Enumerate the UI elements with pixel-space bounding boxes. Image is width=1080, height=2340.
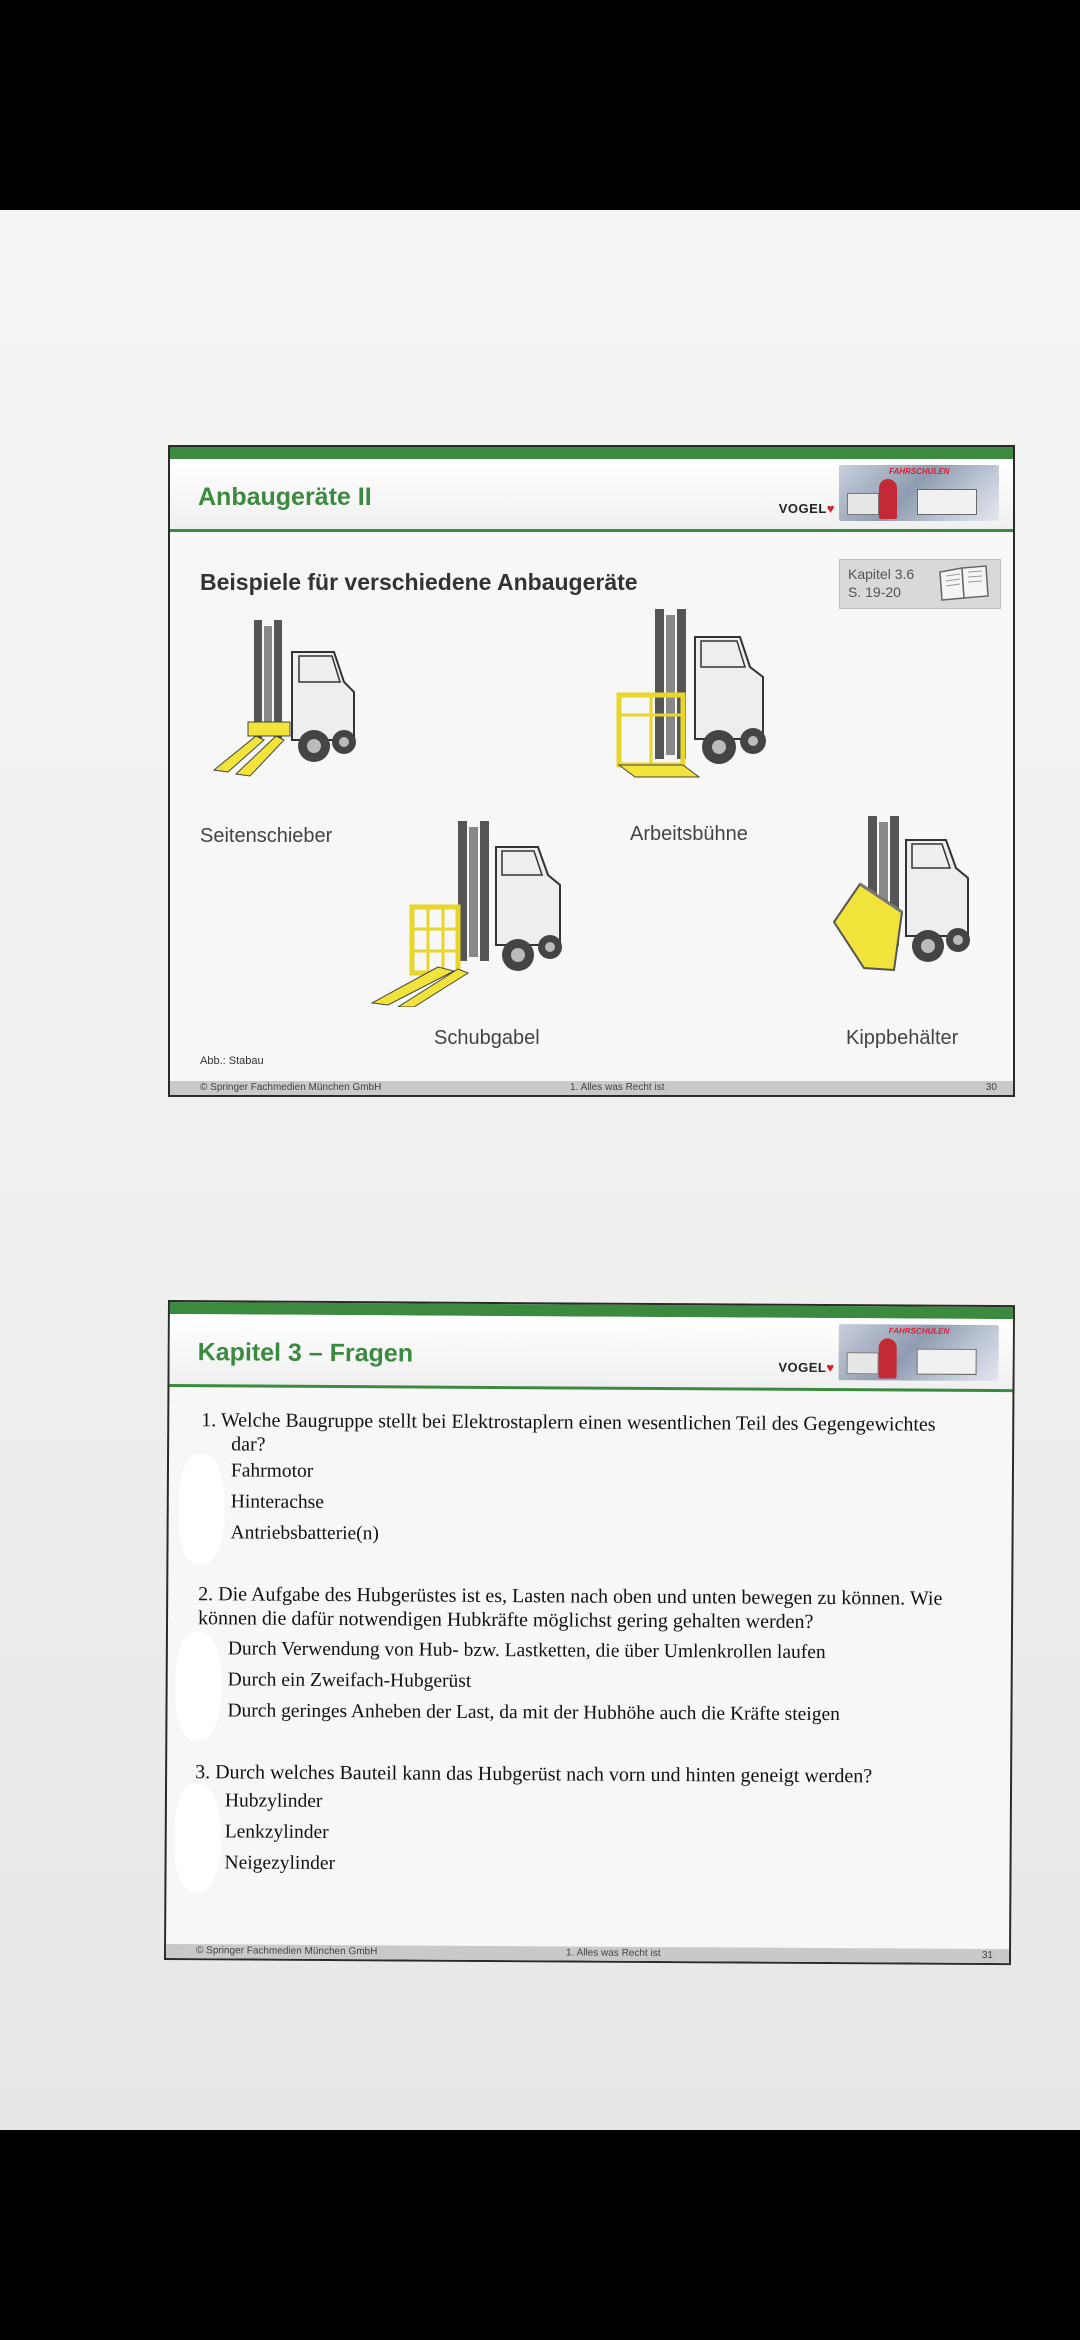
answer-marker-blob-3	[174, 1784, 221, 1892]
forklift-kippbehaelter-illustration	[830, 812, 980, 987]
slide-subtitle: Beispiele für verschiedene Anbaugeräte	[200, 569, 638, 595]
question-3-option-2: Lenkzylinder	[224, 1821, 329, 1843]
question-1-option-1: Fahrmotor	[230, 1460, 314, 1482]
chapter-reference	[839, 559, 1001, 609]
question-2-line-2: können die dafür notwendigen Hubkräfte möglichst gering gehalten werden?	[197, 1607, 814, 1633]
caption-kippbehaelter: Kippbehälter	[846, 1027, 959, 1049]
image-credit: Abb.: Stabau	[200, 1055, 264, 1067]
fahrschulen-banner	[839, 465, 999, 521]
slide-title: Kapitel 3 – Fragen	[197, 1338, 414, 1368]
slide-header	[169, 1314, 1012, 1392]
caption-seitenschieber: Seitenschieber	[200, 825, 333, 847]
question-2-line-1: 2. Die Aufgabe des Hubgerüstes ist es, Lasten nach oben und unten bewegen zu können. Wie	[198, 1583, 943, 1610]
forklift-seitenschieber-illustration	[204, 612, 364, 787]
answer-marker-blob-1	[178, 1454, 225, 1564]
footer-copyright: © Springer Fachmedien München GmbH	[200, 1082, 382, 1093]
banner-logo-text: FAHRSCHULEN	[889, 467, 950, 476]
question-3: 3. Durch welches Bauteil kann das Hubgerüst nach vorn und hinten geneigt werden?	[195, 1761, 873, 1788]
slide-kapitel3-fragen	[164, 1300, 1015, 1965]
footer-chapter: 1. Alles was Recht ist	[565, 1947, 661, 1960]
vogel-logo: VOGEL♥	[778, 501, 835, 516]
vogel-logo: VOGEL♥	[778, 1359, 835, 1376]
question-2-option-1: Durch Verwendung von Hub- bzw. Lastketten, die über Umlenkrollen laufen	[227, 1638, 826, 1664]
caption-schubgabel: Schubgabel	[434, 1027, 540, 1049]
slide-title: Anbaugeräte II	[198, 483, 372, 511]
question-2-option-3: Durch geringes Anheben der Last, da mit der Hubhöhe auch die Kräfte steigen	[227, 1700, 840, 1726]
caption-arbeitsbuehne: Arbeitsbühne	[630, 823, 748, 845]
question-3-option-3: Neigezylinder	[224, 1852, 336, 1875]
forklift-arbeitsbuehne-illustration	[615, 607, 785, 787]
page-number: 31	[981, 1949, 994, 1962]
chapter-label: Kapitel 3.6	[848, 566, 915, 582]
footer-copyright: © Springer Fachmedien München GmbH	[195, 1945, 378, 1958]
question-1-line-1: 1. Welche Baugruppe stellt bei Elektrostaplern einen wesentlichen Teil des Gegengewichtes	[201, 1409, 936, 1436]
fahrschulen-banner	[839, 1324, 999, 1381]
book-icon	[938, 564, 990, 602]
slide-footer	[166, 1944, 1009, 1963]
slide-top-bar	[170, 447, 1013, 459]
page-number: 30	[985, 1082, 997, 1093]
footer-chapter: 1. Alles was Recht ist	[570, 1082, 665, 1093]
slide-anbaugeraete	[168, 445, 1015, 1097]
banner-logo-text: FAHRSCHULEN	[888, 1326, 950, 1336]
question-3-option-1: Hubzylinder	[224, 1790, 323, 1812]
question-2-option-2: Durch ein Zweifach-Hubgerüst	[227, 1669, 472, 1692]
forklift-schubgabel-illustration	[368, 817, 568, 1007]
question-1-option-3: Antriebsbatterie(n)	[230, 1522, 379, 1545]
slide-header	[170, 459, 1013, 532]
question-1-option-2: Hinterachse	[230, 1491, 324, 1513]
pages-label: S. 19-20	[848, 584, 901, 600]
slide-footer	[170, 1081, 1013, 1095]
answer-marker-blob-2	[175, 1632, 222, 1740]
question-1-line-2: dar?	[231, 1433, 266, 1456]
